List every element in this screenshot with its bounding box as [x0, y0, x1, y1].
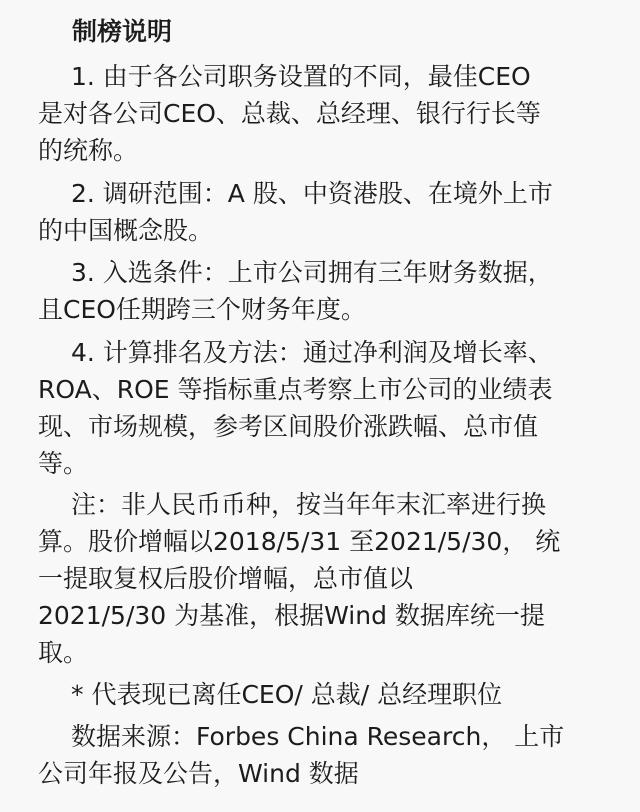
- note-item-1: [38, 58, 628, 169]
- note-item-3: [38, 254, 628, 328]
- note-line: * 代表现已离任CEO/ 总裁/ 总经理职位: [71, 680, 503, 709]
- note-line: 的统称。: [38, 136, 139, 165]
- note-line: 注：非人民币币种，按当年年末汇率进行换: [71, 490, 547, 519]
- note-item-2: [38, 175, 628, 249]
- note-line: 算。股价增幅以2018/5/31 至2021/5/30， 统: [38, 527, 561, 556]
- note-line: 现、市场规模，参考区间股价涨跌幅、总市值: [38, 412, 539, 441]
- note-line: 1. 由于各公司职务设置的不同，最佳CEO: [71, 62, 531, 91]
- note-line: 一提取复权后股价增幅，总市值以: [38, 564, 414, 593]
- note-line: 公司年报及公告，Wind 数据: [38, 759, 359, 788]
- footnote: [38, 486, 628, 671]
- note-line: 等。: [38, 449, 89, 478]
- note-line: 2021/5/30 为基准，根据Wind 数据库统一提: [38, 601, 545, 630]
- data-source: [38, 718, 628, 792]
- note-line: 3. 入选条件：上市公司拥有三年财务数据，: [71, 258, 553, 287]
- page-title: 制榜说明: [72, 17, 173, 46]
- note-line: 是对各公司CEO、总裁、总经理、银行行长等: [38, 99, 541, 128]
- note-line: 取。: [38, 638, 89, 667]
- note-line: 4. 计算排名及方法：通过净利润及增长率、: [71, 338, 553, 367]
- note-line: 的中国概念股。: [38, 216, 214, 245]
- note-line: 数据来源：Forbes China Research， 上市: [71, 722, 565, 751]
- note-line: 且CEO任期跨三个财务年度。: [38, 295, 366, 324]
- note-item-4: [38, 334, 628, 482]
- asterisk-note: [38, 676, 628, 713]
- note-line: ROA、ROE 等指标重点考察上市公司的业绩表: [38, 375, 553, 404]
- note-line: 2. 调研范围：A 股、中资港股、在境外上市: [71, 179, 553, 208]
